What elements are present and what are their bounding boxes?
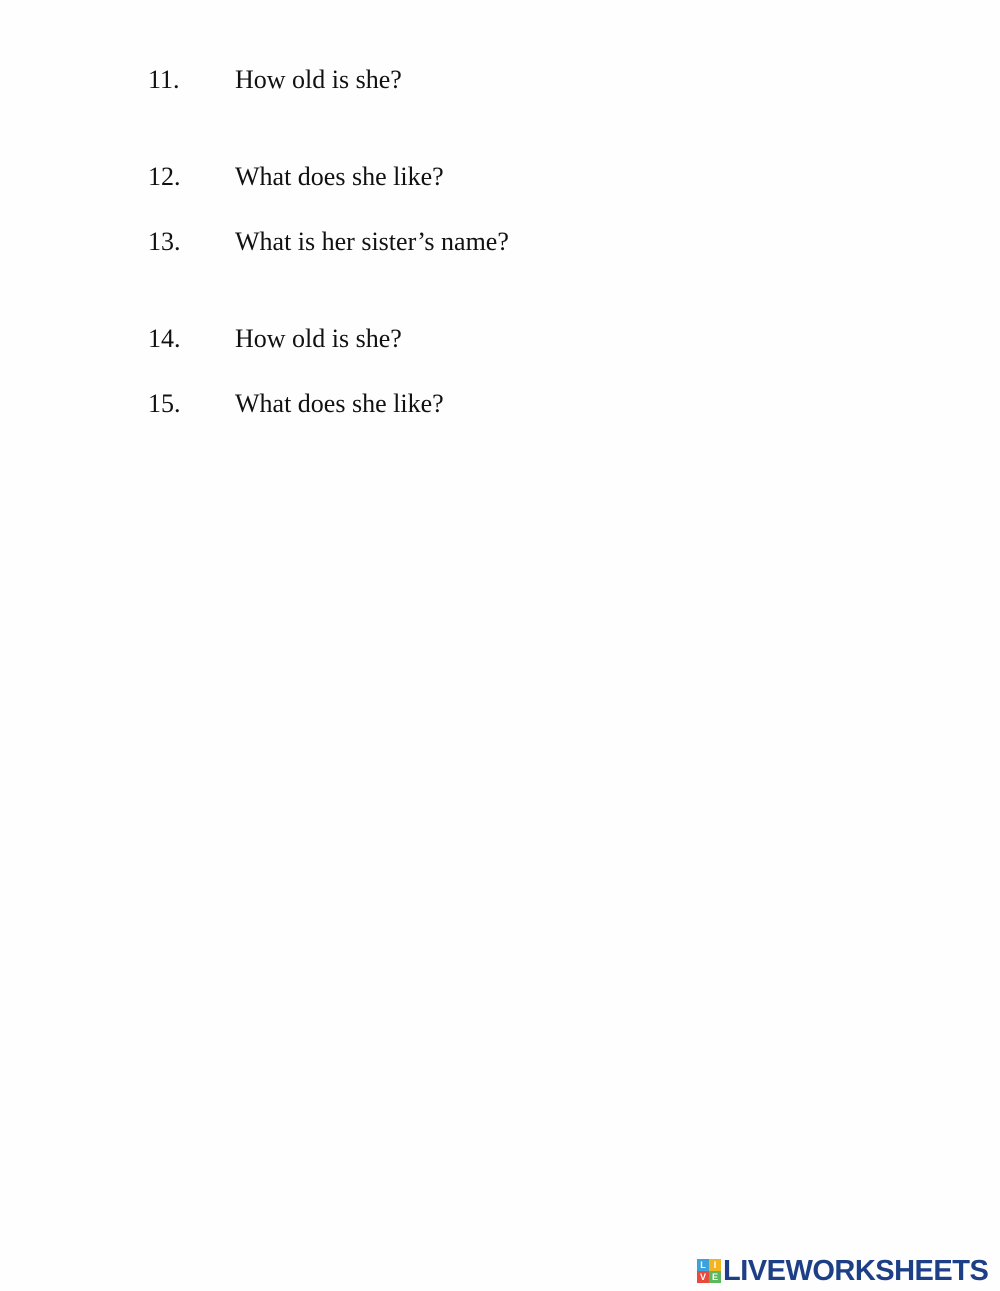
question-number: 13. bbox=[148, 227, 181, 256]
liveworksheets-brand bbox=[697, 1256, 988, 1286]
question-number: 12. bbox=[148, 162, 181, 191]
logo-letter-v: V bbox=[697, 1271, 709, 1283]
question-text: What does she like? bbox=[235, 162, 444, 191]
question-text: What does she like? bbox=[235, 389, 444, 418]
question-number: 14. bbox=[148, 324, 181, 353]
liveworksheets-logo-icon bbox=[697, 1259, 721, 1283]
logo-letter-i: I bbox=[709, 1259, 721, 1271]
question-text: How old is she? bbox=[235, 65, 402, 94]
brand-wordmark: LIVEWORKSHEETS bbox=[723, 1255, 989, 1287]
logo-letter-l: L bbox=[697, 1259, 709, 1271]
question-number: 15. bbox=[148, 389, 181, 418]
question-number: 11. bbox=[148, 65, 180, 94]
question-text: How old is she? bbox=[235, 324, 402, 353]
question-text: What is her sister’s name? bbox=[235, 227, 509, 256]
logo-letter-e: E bbox=[709, 1271, 721, 1283]
